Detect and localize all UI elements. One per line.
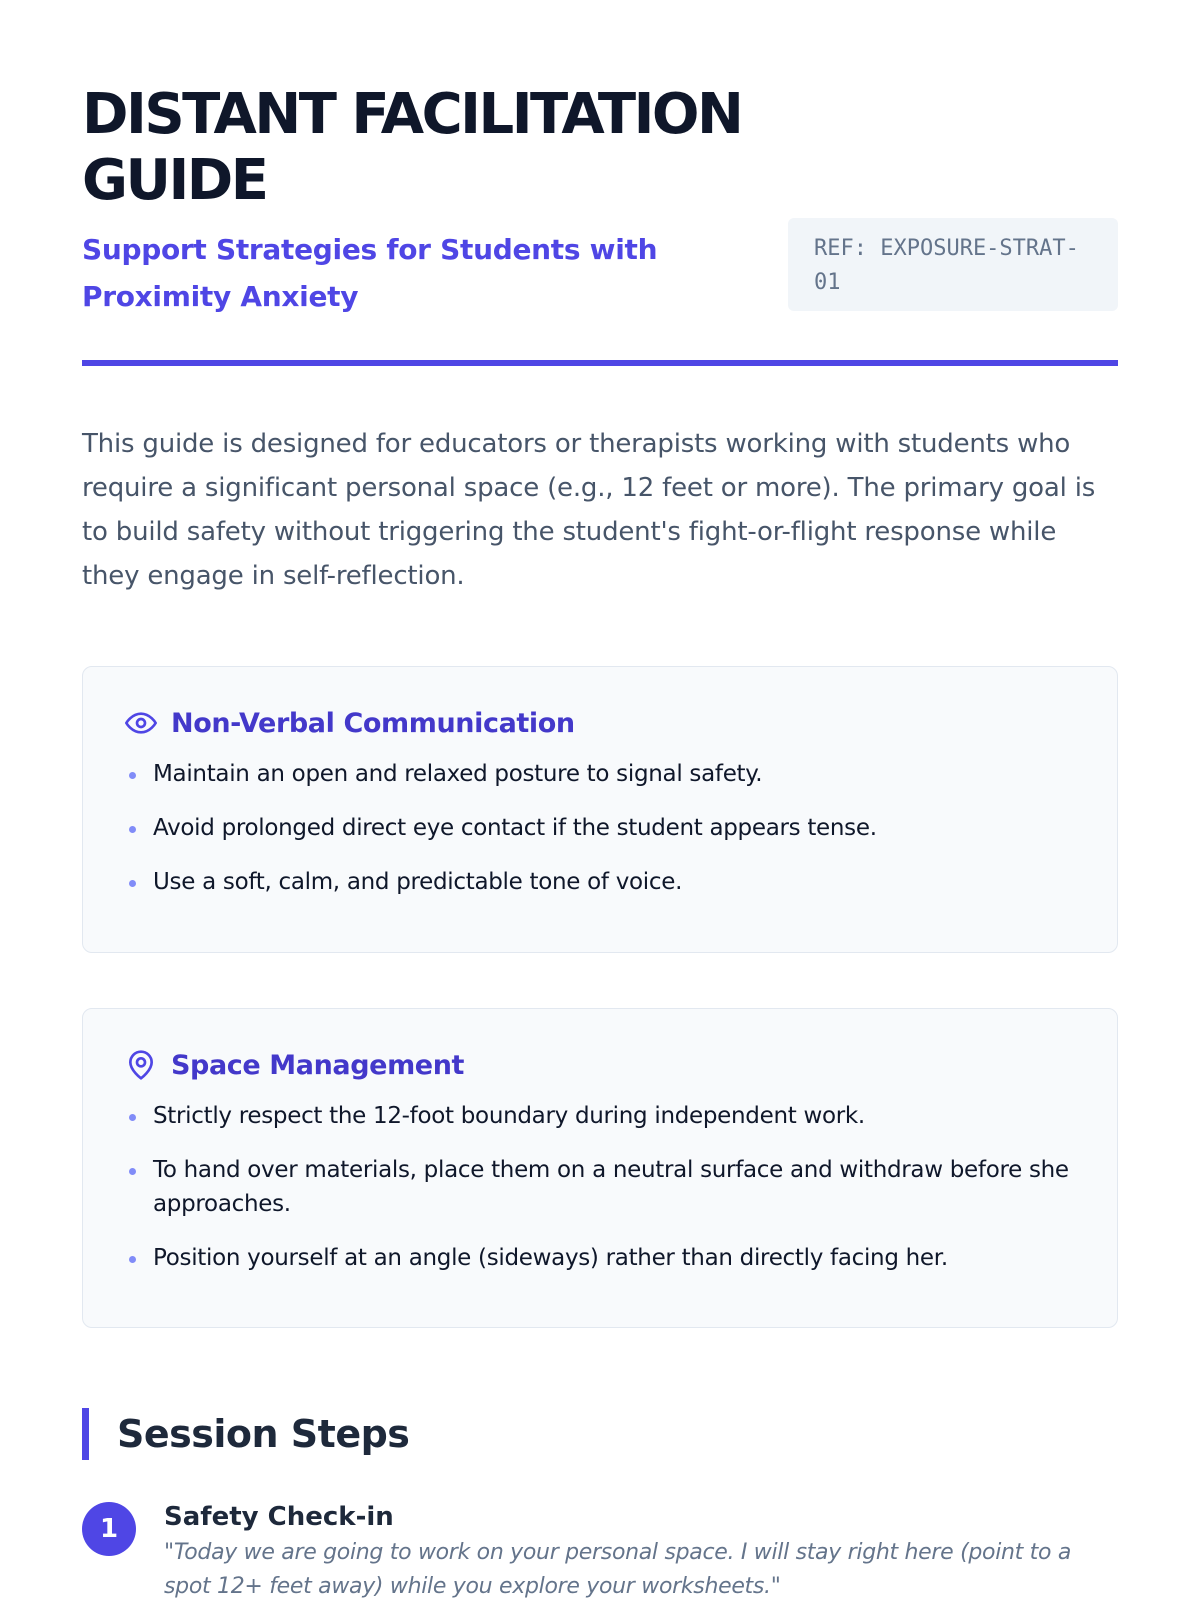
list-item: Use a soft, calm, and predictable tone of voice. xyxy=(125,865,1075,899)
session-step xyxy=(82,1500,1118,1604)
card-bullet-list xyxy=(125,757,1075,899)
card-non-verbal-communication xyxy=(82,666,1118,953)
page-subtitle: Support Strategies for Students with Proximity Anxiety xyxy=(82,233,658,313)
subheader xyxy=(82,226,1118,320)
eye-icon xyxy=(125,707,157,739)
header-divider xyxy=(82,360,1118,366)
step-quote: "Today we are going to work on your personal space. I will stay right here (point to a spot 12+ feet away) while you explore your worksheets." xyxy=(164,1540,1072,1599)
map-pin-icon xyxy=(125,1049,157,1081)
list-item: Strictly respect the 12-foot boundary during independent work. xyxy=(125,1099,1075,1133)
section-heading-session-steps xyxy=(82,1408,1118,1460)
list-item: To hand over materials, place them on a neutral surface and withdraw before she approaches. xyxy=(125,1153,1075,1221)
section-title: Session Steps xyxy=(117,1412,410,1456)
intro-paragraph: This guide is designed for educators or therapists working with students who require a significant personal space (e.g., 12 feet or more). The primary goal is to build safety without triggering the student's fight-or-flight response while they engage in self-reflection. xyxy=(82,429,1096,591)
step-number-badge: 1 xyxy=(82,1502,136,1556)
list-item: Maintain an open and relaxed posture to signal safety. xyxy=(125,757,1075,791)
step-body xyxy=(164,1500,1118,1604)
card-title: Non-Verbal Communication xyxy=(171,707,575,739)
card-header xyxy=(125,707,1075,739)
page-title: DISTANT FACILITATION GUIDE xyxy=(82,82,742,213)
card-header xyxy=(125,1049,1075,1081)
card-space-management xyxy=(82,1008,1118,1328)
list-item: Position yourself at an angle (sideways) rather than directly facing her. xyxy=(125,1241,1075,1275)
card-title: Space Management xyxy=(171,1049,465,1081)
card-bullet-list xyxy=(125,1099,1075,1275)
reference-code-badge: REF: EXPOSURE-STRAT-01 xyxy=(788,218,1118,311)
step-title: Safety Check-in xyxy=(164,1502,394,1532)
list-item: Avoid prolonged direct eye contact if the student appears tense. xyxy=(125,811,1075,845)
